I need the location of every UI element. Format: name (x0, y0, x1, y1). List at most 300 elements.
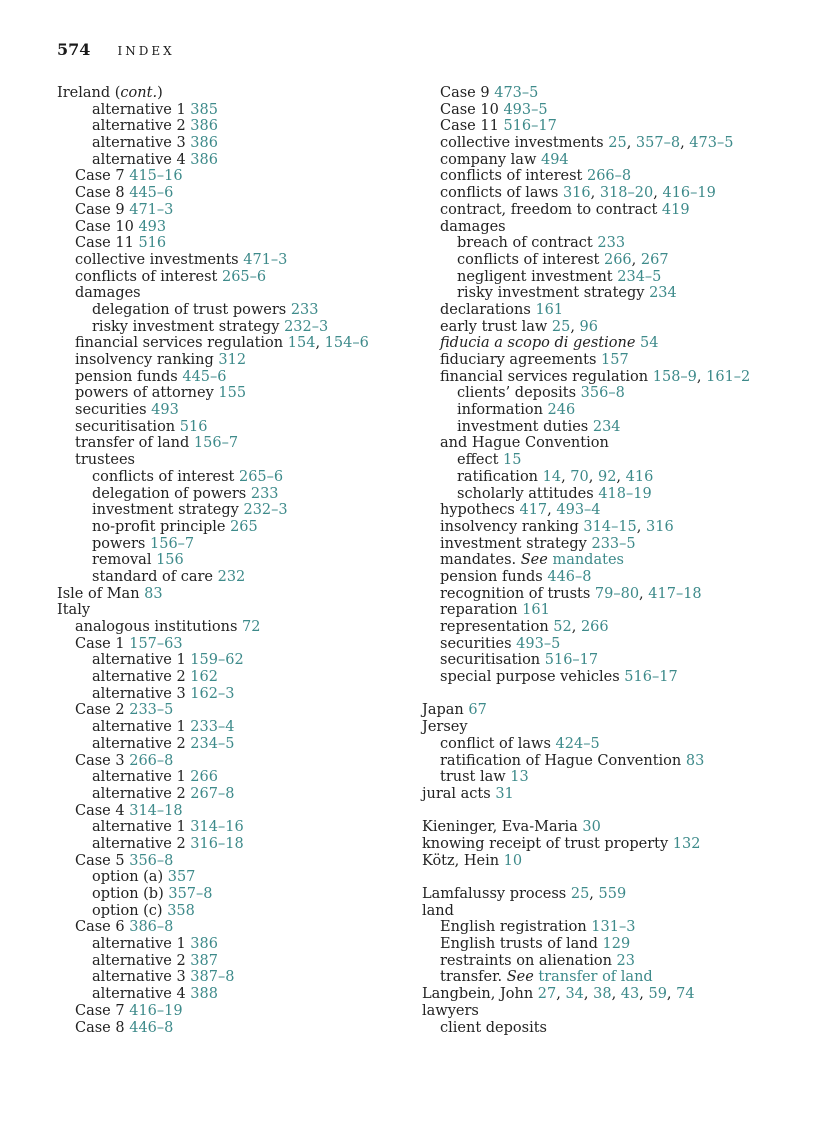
entry-text: company law (440, 151, 541, 168)
page-reference: 15 (503, 452, 522, 469)
entry-text: conflicts of laws (440, 185, 563, 202)
entry-text: financial services regulation (75, 335, 288, 352)
entry-text: breach of contract (457, 235, 598, 252)
page-reference: 316 (562, 185, 591, 202)
index-subsubentry (57, 669, 402, 686)
index-subsubentry (57, 469, 402, 486)
running-header (57, 40, 175, 62)
entry-text: transfer. (440, 969, 507, 986)
page-reference: 38 (593, 986, 612, 1003)
index-subentry (422, 118, 782, 135)
page-reference: 156–7 (193, 435, 239, 452)
entry-text: Langbein, John (422, 986, 538, 1003)
page-reference: 70 (570, 468, 589, 485)
entry-text: ratification of Hague Convention (440, 752, 686, 769)
page-reference: 424–5 (555, 735, 600, 752)
entry-text: contract, freedom to contract (440, 201, 662, 218)
index-heading (422, 986, 782, 1003)
index-subsubentry (422, 452, 782, 469)
index-subentry (57, 385, 402, 402)
entry-text: Case 1 (75, 635, 130, 652)
page-reference: 387 (190, 952, 218, 969)
index-subentry (422, 352, 782, 369)
page-reference: 494 (540, 151, 569, 168)
entry-text: , (636, 518, 646, 535)
page-reference: 471–3 (129, 201, 174, 218)
index-subentry (422, 85, 782, 102)
entry-text: trust law (440, 769, 511, 786)
index-heading (422, 886, 782, 903)
entry-text: conflicts of interest (75, 268, 222, 285)
entry-text: , (696, 368, 707, 385)
index-subentry (57, 185, 402, 202)
page-reference: 74 (676, 986, 695, 1003)
page-reference: 473–5 (494, 85, 539, 101)
entry-text: , (616, 468, 626, 485)
index-subentry (422, 135, 782, 152)
entry-text: alternative 3 (92, 685, 191, 702)
entry-text: Italy (57, 602, 91, 619)
index-subsubentry (57, 903, 402, 920)
italic-term: See (506, 969, 534, 986)
index-subsubentry (57, 819, 402, 836)
page-reference: 357–8 (635, 135, 681, 152)
index-subentry (57, 335, 402, 352)
index-subsubentry (422, 235, 782, 252)
entry-text: pension funds (440, 568, 548, 585)
index-subentry (422, 168, 782, 185)
index-subsubentry (57, 769, 402, 786)
index-subentry (57, 619, 402, 636)
entry-text: , (639, 585, 649, 602)
index-subentry (57, 352, 402, 369)
page-reference: 31 (495, 785, 514, 802)
page-reference: 43 (620, 986, 640, 1003)
page-reference: 233 (290, 301, 319, 318)
entry-text: no-profit principle (92, 518, 231, 535)
page-reference: 14 (542, 468, 562, 485)
index-subentry (422, 435, 782, 452)
page-reference: 158–9 (652, 368, 697, 385)
index-subentry (422, 102, 782, 119)
entry-text: option (b) (92, 886, 169, 902)
entry-text: , (589, 886, 599, 902)
page-reference: 25 (608, 135, 627, 152)
page-reference: 358 (167, 902, 195, 919)
entry-text: conflicts of interest (440, 168, 587, 185)
page-reference: 416–19 (129, 1002, 183, 1019)
page-reference: 266–8 (129, 752, 174, 769)
page-reference: 52 (553, 619, 572, 635)
section-gap (422, 686, 782, 703)
index-subentry (57, 168, 402, 185)
entry-text: damages (75, 285, 141, 302)
index-subsubentry (422, 385, 782, 402)
entry-text: risky investment strategy (92, 318, 285, 335)
page-reference: 493 (138, 218, 167, 235)
entry-text: mandates. (440, 552, 521, 569)
running-head-title: INDEX (117, 44, 175, 58)
index-heading (422, 819, 782, 836)
index-subentry (422, 536, 782, 553)
page-reference: 356–8 (129, 852, 174, 869)
entry-text: conflict of laws (440, 735, 556, 752)
index-subentry (57, 402, 402, 419)
page-reference: 13 (510, 769, 529, 786)
entry-text: collective investments (75, 251, 244, 268)
entry-text: , (653, 185, 663, 202)
entry-text: Case 10 (75, 218, 139, 235)
index-column-left (57, 85, 402, 1036)
page-reference: 79–80 (594, 585, 640, 602)
page-reference: 234–5 (190, 735, 235, 752)
index-subentry (422, 302, 782, 319)
index-heading (422, 702, 782, 719)
index-subentry (422, 502, 782, 519)
page-reference: 96 (579, 318, 598, 335)
page-reference: 266–8 (586, 168, 632, 185)
entry-text: ratification (457, 468, 543, 485)
entry-text: Japan (422, 702, 469, 719)
entry-text: Case 2 (75, 702, 130, 719)
index-subentry (422, 152, 782, 169)
index-subentry (422, 919, 782, 936)
page-reference: 493 (151, 402, 179, 419)
entry-text: alternative 3 (92, 135, 191, 152)
entry-text: powers of attorney (75, 385, 219, 402)
page-reference: 157 (601, 352, 629, 368)
entry-text: analogous institutions (75, 619, 243, 635)
entry-text: negligent investment (457, 268, 618, 285)
entry-text: delegation of trust powers (92, 301, 291, 318)
page-reference: 266 (603, 251, 632, 268)
index-subsubentry (57, 869, 402, 886)
page-reference: 318–20 (599, 185, 654, 202)
entry-text: Kötz, Hein (422, 852, 504, 869)
index-subentry (57, 285, 402, 302)
entry-text: , (611, 986, 621, 1003)
entry-text: English trusts of land (440, 936, 603, 953)
index-subsubentry (57, 836, 402, 853)
entry-text: Case 7 (75, 168, 130, 185)
index-subsubentry (57, 135, 402, 152)
page-reference: 316–18 (190, 835, 244, 852)
page-number: 574 (57, 40, 91, 59)
index-subsubentry (57, 536, 402, 553)
index-subentry (57, 419, 402, 436)
entry-text: Case 10 (440, 101, 504, 118)
index-subentry (57, 235, 402, 252)
index-heading (57, 85, 402, 102)
entry-text: English registration (440, 919, 592, 936)
index-subentry (57, 636, 402, 653)
entry-text: Case 7 (75, 1002, 130, 1019)
page-reference: 232 (217, 568, 246, 585)
entry-text: alternative 2 (92, 952, 191, 969)
entry-text: special purpose vehicles (440, 669, 625, 686)
entry-text: investment duties (457, 418, 593, 435)
page-reference: 357 (167, 869, 196, 886)
index-subentry (422, 769, 782, 786)
entry-text: securities (440, 635, 517, 652)
page-reference: 493–5 (503, 101, 548, 118)
index-heading (422, 1003, 782, 1020)
entry-text: recognition of trusts (440, 585, 595, 602)
index-subentry (422, 936, 782, 953)
italic-term: See (520, 552, 548, 569)
entry-text: alternative 2 (92, 785, 191, 802)
page-reference: 265–6 (221, 268, 267, 285)
page-reference: 246 (547, 402, 576, 419)
page-reference: 266 (190, 769, 218, 786)
entry-text: transfer of land (75, 435, 194, 452)
index-subsubentry (422, 252, 782, 269)
entry-text: Case 8 (75, 1019, 130, 1036)
page-reference: 386 (190, 135, 218, 152)
index-subentry (422, 552, 782, 569)
entry-text: , (570, 318, 580, 335)
page-reference: 23 (616, 952, 635, 969)
page-reference: 67 (468, 702, 487, 719)
page-reference: 493–4 (556, 502, 601, 519)
index-subsubentry (57, 719, 402, 736)
index-subsubentry (57, 552, 402, 569)
page-reference: 386 (190, 936, 218, 953)
page-reference: 129 (602, 936, 631, 953)
index-subsubentry (57, 969, 402, 986)
entry-text: restraints on alienation (440, 952, 617, 969)
index-subentry (57, 452, 402, 469)
entry-text: Lamfalussy process (422, 886, 571, 902)
entry-text: insolvency ranking (75, 352, 219, 368)
page-reference: 234 (649, 285, 677, 302)
index-subentry (422, 369, 782, 386)
index-subentry (57, 853, 402, 870)
page-reference: 559 (598, 886, 627, 902)
index-subsubentry (57, 502, 402, 519)
page-reference: 265 (230, 518, 258, 535)
entry-text: Case 5 (75, 852, 130, 869)
page-reference: 516 (138, 235, 167, 252)
section-gap (422, 803, 782, 820)
page-reference: 417 (519, 502, 548, 519)
entry-text: damages (440, 218, 506, 235)
page-reference: 265–6 (238, 468, 284, 485)
index-subsubentry (422, 486, 782, 503)
entry-text: alternative 4 (92, 151, 191, 168)
index-subentry (422, 953, 782, 970)
index-subentry (422, 969, 782, 986)
page-reference: 386 (190, 151, 218, 168)
index-subentry (422, 335, 782, 352)
index-heading (422, 786, 782, 803)
index-subentry (57, 919, 402, 936)
page-reference: 267 (640, 251, 669, 268)
entry-text: , (315, 335, 325, 352)
page-reference: 266 (580, 619, 609, 635)
italic-term: cont. (120, 85, 158, 101)
entry-text: alternative 1 (92, 652, 191, 669)
entry-text: , (590, 185, 600, 202)
index-subentry (422, 1020, 782, 1037)
page-reference: 234 (592, 418, 621, 435)
index-subentry (57, 252, 402, 269)
entry-text: land (422, 902, 454, 919)
index-subsubentry (422, 269, 782, 286)
entry-text: conflicts of interest (457, 251, 604, 268)
entry-text: Case 6 (75, 919, 130, 936)
index-heading (422, 903, 782, 920)
entry-text: delegation of powers (92, 485, 251, 502)
italic-term: fiducia a scopo di gestione (440, 335, 636, 352)
page-reference: 388 (190, 986, 218, 1003)
index-subsubentry (422, 419, 782, 436)
index-subsubentry (57, 118, 402, 135)
entry-text: securities (75, 402, 152, 419)
page-reference: 416 (625, 468, 654, 485)
entry-text: alternative 1 (92, 819, 191, 836)
index-subentry (422, 319, 782, 336)
entry-text: , (556, 986, 566, 1003)
page-reference: 92 (597, 468, 617, 485)
entry-text: alternative 1 (92, 719, 191, 736)
entry-text: , (639, 986, 649, 1003)
index-heading (422, 719, 782, 736)
index-heading (57, 586, 402, 603)
index-subentry (422, 569, 782, 586)
index-heading (57, 602, 402, 619)
entry-text: Case 8 (75, 185, 130, 202)
page-reference: 316 (646, 518, 674, 535)
page-reference: 473–5 (689, 135, 734, 152)
page-reference: 159–62 (190, 652, 244, 669)
page-reference: 27 (537, 986, 557, 1003)
entry-text: Case 9 (75, 201, 130, 218)
section-gap (422, 869, 782, 886)
entry-text: insolvency ranking (440, 518, 584, 535)
page-reference: 234–5 (617, 268, 662, 285)
page-reference: 312 (218, 352, 247, 368)
entry-text: option (c) (92, 902, 168, 919)
index-subsubentry (57, 519, 402, 536)
entry-text: collective investments (440, 135, 609, 152)
page-reference: 54 (640, 335, 659, 352)
page-reference: 357–8 (168, 886, 213, 902)
entry-text: alternative 1 (92, 769, 191, 786)
index-subentry (57, 1020, 402, 1037)
entry-text: clients’ deposits (457, 385, 581, 402)
entry-text: , (680, 135, 690, 152)
page-reference: 415–16 (129, 168, 183, 185)
entry-text: hypothecs (440, 502, 520, 519)
index-subsubentry (57, 786, 402, 803)
page-reference: 157–63 (129, 635, 183, 652)
entry-text: information (457, 402, 548, 419)
index-heading (422, 853, 782, 870)
entry-text: fiduciary agreements (440, 352, 601, 368)
index-subentry (57, 702, 402, 719)
entry-text: , (588, 468, 598, 485)
page-reference: 493–5 (516, 635, 561, 652)
index-subsubentry (57, 319, 402, 336)
index-subsubentry (57, 569, 402, 586)
index-subentry (57, 369, 402, 386)
index-column-right (422, 85, 782, 1036)
entry-text: , (631, 251, 641, 268)
page-reference: 162 (190, 669, 218, 686)
entry-text: , (571, 619, 581, 635)
entry-text: Case 9 (440, 85, 495, 101)
entry-text: risky investment strategy (457, 285, 650, 302)
index-heading (422, 836, 782, 853)
index-subsubentry (57, 152, 402, 169)
index-subentry (422, 736, 782, 753)
page-reference: 131–3 (591, 919, 636, 936)
entry-text: representation (440, 619, 554, 635)
entry-text: , (547, 502, 557, 519)
entry-text: declarations (440, 301, 536, 318)
index-subentry (422, 185, 782, 202)
index-subentry (422, 636, 782, 653)
entry-text: reparation (440, 602, 523, 619)
page-reference: 418–19 (598, 485, 652, 502)
index-subentry (422, 519, 782, 536)
page-reference: 233–4 (190, 719, 235, 736)
entry-text: client deposits (440, 1019, 547, 1036)
page-reference: 161 (535, 301, 564, 318)
index-subentry (57, 269, 402, 286)
index-subentry (422, 586, 782, 603)
page-reference: 445–6 (129, 185, 174, 202)
index-subsubentry (422, 469, 782, 486)
page-reference: 516–17 (624, 669, 678, 686)
page-reference: 154–6 (324, 335, 369, 352)
entry-text: Ireland ( (57, 85, 121, 101)
page-reference: 267–8 (190, 785, 235, 802)
page-reference: 25 (570, 886, 590, 902)
page-reference: 30 (582, 819, 601, 836)
page-reference: 314–16 (190, 819, 244, 836)
entry-text: alternative 2 (92, 669, 191, 686)
page-reference: 233–5 (129, 702, 174, 719)
page-reference: 132 (672, 835, 701, 852)
index-subentry (57, 1003, 402, 1020)
page-reference: 314–15 (583, 518, 637, 535)
entry-text: scholarly attitudes (457, 485, 599, 502)
index-subsubentry (57, 886, 402, 903)
page-reference: 516–17 (544, 652, 599, 669)
page-reference: 232–3 (284, 318, 329, 335)
page-reference: 356–8 (580, 385, 625, 402)
page-reference: 232–3 (243, 502, 288, 519)
index-subsubentry (57, 652, 402, 669)
page-reference: 161 (522, 602, 550, 619)
page-reference: 154 (287, 335, 316, 352)
page-reference: 516–17 (503, 118, 557, 135)
index-subsubentry (57, 486, 402, 503)
index-subsubentry (57, 736, 402, 753)
entry-text: alternative 2 (92, 835, 191, 852)
index-subsubentry (57, 686, 402, 703)
index-subsubentry (422, 402, 782, 419)
index-subsubentry (57, 936, 402, 953)
entry-text: Isle of Man (57, 585, 145, 602)
entry-text: ) (157, 85, 163, 101)
index-subentry (57, 219, 402, 236)
entry-text: alternative 2 (92, 735, 191, 752)
entry-text: early trust law (440, 318, 552, 335)
page-reference: 445–6 (182, 368, 227, 385)
